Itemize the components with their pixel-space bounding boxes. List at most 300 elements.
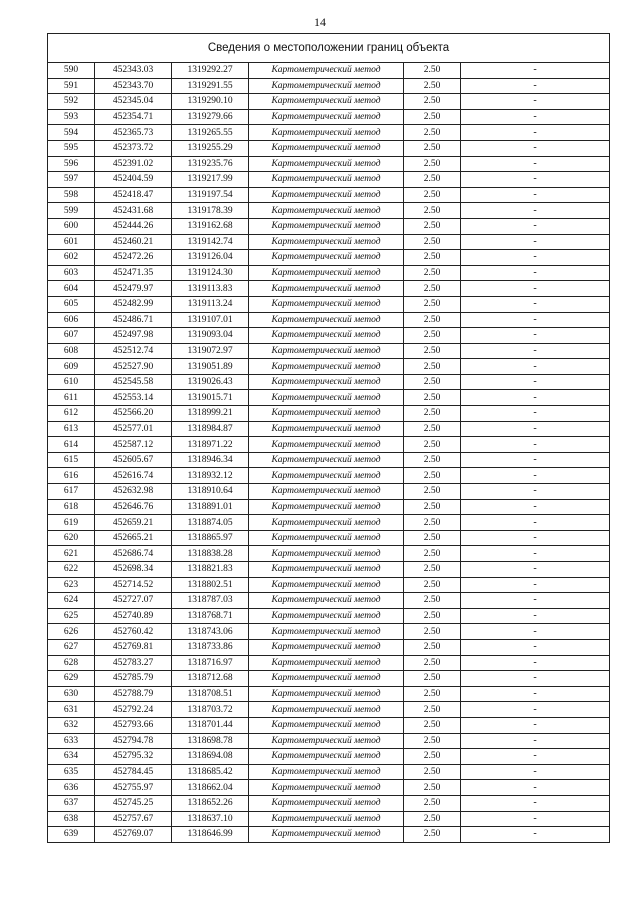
table-row [48,265,610,281]
method-cell: Картометрический метод [249,406,404,422]
method-cell: Картометрический метод [249,530,404,546]
table-row [48,608,610,624]
coordinate-x-cell: 452760.42 [95,624,172,640]
accuracy-cell: 2.50 [404,749,461,765]
coordinate-x-cell: 452745.25 [95,795,172,811]
table-row [48,328,610,344]
table-row [48,639,610,655]
point-number-cell: 594 [48,125,95,141]
point-number-cell: 590 [48,63,95,79]
accuracy-cell: 2.50 [404,811,461,827]
coordinate-y-cell: 1318787.03 [172,593,249,609]
table-header-row [48,34,610,63]
coordinate-x-cell: 452784.45 [95,764,172,780]
note-cell: - [461,296,610,312]
table-row [48,437,610,453]
point-number-cell: 609 [48,359,95,375]
table-row [48,78,610,94]
coordinate-x-cell: 452698.34 [95,562,172,578]
table-row [48,125,610,141]
note-cell: - [461,530,610,546]
coordinate-y-cell: 1319093.04 [172,328,249,344]
accuracy-cell: 2.50 [404,296,461,312]
accuracy-cell: 2.50 [404,452,461,468]
coordinate-y-cell: 1318712.68 [172,671,249,687]
note-cell: - [461,281,610,297]
coordinate-x-cell: 452497.98 [95,328,172,344]
coordinate-x-cell: 452343.70 [95,78,172,94]
accuracy-cell: 2.50 [404,390,461,406]
table-row [48,827,610,843]
accuracy-cell: 2.50 [404,406,461,422]
point-number-cell: 633 [48,733,95,749]
accuracy-cell: 2.50 [404,125,461,141]
accuracy-cell: 2.50 [404,109,461,125]
point-number-cell: 595 [48,140,95,156]
coordinate-y-cell: 1318838.28 [172,546,249,562]
coordinate-y-cell: 1318802.51 [172,577,249,593]
note-cell: - [461,94,610,110]
table-row [48,343,610,359]
coordinate-x-cell: 452545.58 [95,374,172,390]
accuracy-cell: 2.50 [404,577,461,593]
method-cell: Картометрический метод [249,265,404,281]
table-row [48,749,610,765]
method-cell: Картометрический метод [249,484,404,500]
accuracy-cell: 2.50 [404,639,461,655]
note-cell: - [461,250,610,266]
point-number-cell: 598 [48,187,95,203]
coordinate-x-cell: 452343.03 [95,63,172,79]
accuracy-cell: 2.50 [404,328,461,344]
note-cell: - [461,717,610,733]
accuracy-cell: 2.50 [404,624,461,640]
coordinate-x-cell: 452566.20 [95,406,172,422]
method-cell: Картометрический метод [249,374,404,390]
point-number-cell: 610 [48,374,95,390]
point-number-cell: 613 [48,421,95,437]
table-row [48,312,610,328]
coordinate-x-cell: 452486.71 [95,312,172,328]
method-cell: Картометрический метод [249,234,404,250]
accuracy-cell: 2.50 [404,764,461,780]
note-cell: - [461,702,610,718]
coordinate-y-cell: 1318708.51 [172,686,249,702]
coordinate-x-cell: 452345.04 [95,94,172,110]
note-cell: - [461,203,610,219]
method-cell: Картометрический метод [249,593,404,609]
coordinate-y-cell: 1319178.39 [172,203,249,219]
note-cell: - [461,593,610,609]
point-number-cell: 607 [48,328,95,344]
method-cell: Картометрический метод [249,608,404,624]
point-number-cell: 629 [48,671,95,687]
table-row [48,250,610,266]
table-row [48,203,610,219]
method-cell: Картометрический метод [249,577,404,593]
coordinate-y-cell: 1318685.42 [172,764,249,780]
accuracy-cell: 2.50 [404,671,461,687]
accuracy-cell: 2.50 [404,702,461,718]
accuracy-cell: 2.50 [404,608,461,624]
coordinate-x-cell: 452714.52 [95,577,172,593]
coordinate-x-cell: 452431.68 [95,203,172,219]
accuracy-cell: 2.50 [404,218,461,234]
coordinate-y-cell: 1319197.54 [172,187,249,203]
coordinate-y-cell: 1319291.55 [172,78,249,94]
coordinate-x-cell: 452755.97 [95,780,172,796]
coordinate-x-cell: 452740.89 [95,608,172,624]
method-cell: Картометрический метод [249,795,404,811]
coordinate-x-cell: 452553.14 [95,390,172,406]
note-cell: - [461,140,610,156]
note-cell: - [461,764,610,780]
coordinate-y-cell: 1318932.12 [172,468,249,484]
method-cell: Картометрический метод [249,109,404,125]
accuracy-cell: 2.50 [404,733,461,749]
method-cell: Картометрический метод [249,437,404,453]
coordinate-x-cell: 452659.21 [95,515,172,531]
coordinate-x-cell: 452391.02 [95,156,172,172]
point-number-cell: 622 [48,562,95,578]
coordinate-y-cell: 1319015.71 [172,390,249,406]
accuracy-cell: 2.50 [404,250,461,266]
accuracy-cell: 2.50 [404,203,461,219]
coordinate-x-cell: 452482.99 [95,296,172,312]
coordinate-y-cell: 1318821.83 [172,562,249,578]
accuracy-cell: 2.50 [404,374,461,390]
accuracy-cell: 2.50 [404,827,461,843]
table-row [48,515,610,531]
note-cell: - [461,359,610,375]
coordinate-x-cell: 452605.67 [95,452,172,468]
accuracy-cell: 2.50 [404,359,461,375]
coordinate-x-cell: 452479.97 [95,281,172,297]
accuracy-cell: 2.50 [404,717,461,733]
table-row [48,218,610,234]
coordinate-x-cell: 452792.24 [95,702,172,718]
point-number-cell: 621 [48,546,95,562]
point-number-cell: 611 [48,390,95,406]
method-cell: Картометрический метод [249,515,404,531]
coordinate-x-cell: 452373.72 [95,140,172,156]
point-number-cell: 618 [48,499,95,515]
point-number-cell: 635 [48,764,95,780]
coordinate-x-cell: 452785.79 [95,671,172,687]
coordinate-y-cell: 1319265.55 [172,125,249,141]
method-cell: Картометрический метод [249,187,404,203]
table-row [48,655,610,671]
point-number-cell: 592 [48,94,95,110]
method-cell: Картометрический метод [249,125,404,141]
note-cell: - [461,811,610,827]
coordinate-y-cell: 1318652.26 [172,795,249,811]
method-cell: Картометрический метод [249,468,404,484]
point-number-cell: 630 [48,686,95,702]
coordinate-y-cell: 1319051.89 [172,359,249,375]
note-cell: - [461,749,610,765]
note-cell: - [461,515,610,531]
method-cell: Картометрический метод [249,94,404,110]
table-row [48,562,610,578]
accuracy-cell: 2.50 [404,312,461,328]
point-number-cell: 615 [48,452,95,468]
coordinate-y-cell: 1319255.29 [172,140,249,156]
table-row [48,390,610,406]
method-cell: Картометрический метод [249,639,404,655]
method-cell: Картометрический метод [249,452,404,468]
point-number-cell: 634 [48,749,95,765]
note-cell: - [461,218,610,234]
coordinate-x-cell: 452686.74 [95,546,172,562]
note-cell: - [461,577,610,593]
coordinate-x-cell: 452460.21 [95,234,172,250]
coordinate-x-cell: 452769.07 [95,827,172,843]
coordinate-y-cell: 1319142.74 [172,234,249,250]
coordinate-y-cell: 1318891.01 [172,499,249,515]
accuracy-cell: 2.50 [404,265,461,281]
coordinate-y-cell: 1318646.99 [172,827,249,843]
accuracy-cell: 2.50 [404,343,461,359]
method-cell: Картометрический метод [249,63,404,79]
point-number-cell: 639 [48,827,95,843]
method-cell: Картометрический метод [249,250,404,266]
method-cell: Картометрический метод [249,686,404,702]
point-number-cell: 628 [48,655,95,671]
table-row [48,764,610,780]
coordinate-y-cell: 1318984.87 [172,421,249,437]
point-number-cell: 605 [48,296,95,312]
table-row [48,140,610,156]
method-cell: Картометрический метод [249,281,404,297]
table-row [48,109,610,125]
note-cell: - [461,562,610,578]
note-cell: - [461,827,610,843]
table-row [48,281,610,297]
note-cell: - [461,468,610,484]
table-row [48,452,610,468]
method-cell: Картометрический метод [249,546,404,562]
coordinate-y-cell: 1318971.22 [172,437,249,453]
accuracy-cell: 2.50 [404,468,461,484]
table-row [48,484,610,500]
note-cell: - [461,187,610,203]
point-number-cell: 606 [48,312,95,328]
table-row [48,811,610,827]
coordinate-y-cell: 1318910.64 [172,484,249,500]
method-cell: Картометрический метод [249,421,404,437]
note-cell: - [461,546,610,562]
coordinate-y-cell: 1318999.21 [172,406,249,422]
point-number-cell: 604 [48,281,95,297]
point-number-cell: 608 [48,343,95,359]
point-number-cell: 593 [48,109,95,125]
coordinate-y-cell: 1319126.04 [172,250,249,266]
point-number-cell: 617 [48,484,95,500]
note-cell: - [461,499,610,515]
accuracy-cell: 2.50 [404,234,461,250]
method-cell: Картометрический метод [249,749,404,765]
coordinate-x-cell: 452788.79 [95,686,172,702]
coordinate-x-cell: 452587.12 [95,437,172,453]
method-cell: Картометрический метод [249,203,404,219]
accuracy-cell: 2.50 [404,546,461,562]
coordinate-x-cell: 452769.81 [95,639,172,655]
method-cell: Картометрический метод [249,390,404,406]
accuracy-cell: 2.50 [404,562,461,578]
point-number-cell: 603 [48,265,95,281]
table-row [48,733,610,749]
table-row [48,187,610,203]
note-cell: - [461,639,610,655]
method-cell: Картометрический метод [249,671,404,687]
table-row [48,717,610,733]
table-row [48,671,610,687]
note-cell: - [461,452,610,468]
point-number-cell: 623 [48,577,95,593]
table-row [48,780,610,796]
coordinate-y-cell: 1318637.10 [172,811,249,827]
table-row [48,63,610,79]
coordinate-x-cell: 452783.27 [95,655,172,671]
note-cell: - [461,655,610,671]
coordinate-x-cell: 452472.26 [95,250,172,266]
point-number-cell: 624 [48,593,95,609]
point-number-cell: 631 [48,702,95,718]
note-cell: - [461,624,610,640]
point-number-cell: 616 [48,468,95,484]
coordinate-x-cell: 452444.26 [95,218,172,234]
accuracy-cell: 2.50 [404,499,461,515]
accuracy-cell: 2.50 [404,686,461,702]
method-cell: Картометрический метод [249,764,404,780]
accuracy-cell: 2.50 [404,780,461,796]
table-row [48,468,610,484]
coordinate-x-cell: 452354.71 [95,109,172,125]
table-row [48,156,610,172]
method-cell: Картометрический метод [249,312,404,328]
table-row [48,795,610,811]
coordinate-x-cell: 452646.76 [95,499,172,515]
note-cell: - [461,795,610,811]
coordinate-y-cell: 1318694.08 [172,749,249,765]
point-number-cell: 614 [48,437,95,453]
method-cell: Картометрический метод [249,343,404,359]
table-row [48,172,610,188]
method-cell: Картометрический метод [249,78,404,94]
coordinate-y-cell: 1319124.30 [172,265,249,281]
coordinate-x-cell: 452471.35 [95,265,172,281]
coordinate-y-cell: 1318874.05 [172,515,249,531]
note-cell: - [461,172,610,188]
coordinate-x-cell: 452793.66 [95,717,172,733]
method-cell: Картометрический метод [249,359,404,375]
point-number-cell: 638 [48,811,95,827]
note-cell: - [461,671,610,687]
method-cell: Картометрический метод [249,717,404,733]
coordinate-x-cell: 452795.32 [95,749,172,765]
method-cell: Картометрический метод [249,702,404,718]
note-cell: - [461,343,610,359]
table-row [48,374,610,390]
coordinate-y-cell: 1319026.43 [172,374,249,390]
coordinate-y-cell: 1318703.72 [172,702,249,718]
accuracy-cell: 2.50 [404,172,461,188]
method-cell: Картометрический метод [249,655,404,671]
page-number: 14 [314,15,326,29]
point-number-cell: 620 [48,530,95,546]
note-cell: - [461,234,610,250]
table-row [48,546,610,562]
coordinate-x-cell: 452512.74 [95,343,172,359]
method-cell: Картометрический метод [249,562,404,578]
note-cell: - [461,733,610,749]
coordinate-y-cell: 1319290.10 [172,94,249,110]
table-title: Сведения о местоположении границ объекта [48,34,610,63]
note-cell: - [461,780,610,796]
method-cell: Картометрический метод [249,733,404,749]
coordinate-x-cell: 452727.07 [95,593,172,609]
accuracy-cell: 2.50 [404,515,461,531]
method-cell: Картометрический метод [249,156,404,172]
accuracy-cell: 2.50 [404,94,461,110]
coordinate-y-cell: 1319113.83 [172,281,249,297]
method-cell: Картометрический метод [249,624,404,640]
accuracy-cell: 2.50 [404,484,461,500]
point-number-cell: 602 [48,250,95,266]
method-cell: Картометрический метод [249,328,404,344]
note-cell: - [461,437,610,453]
coordinate-x-cell: 452577.01 [95,421,172,437]
accuracy-cell: 2.50 [404,655,461,671]
note-cell: - [461,312,610,328]
coordinate-y-cell: 1319292.27 [172,63,249,79]
method-cell: Картометрический метод [249,499,404,515]
coordinate-x-cell: 452794.78 [95,733,172,749]
table-row [48,499,610,515]
point-number-cell: 627 [48,639,95,655]
accuracy-cell: 2.50 [404,421,461,437]
coordinate-y-cell: 1319279.66 [172,109,249,125]
coordinate-y-cell: 1319217.99 [172,172,249,188]
method-cell: Картометрический метод [249,172,404,188]
note-cell: - [461,390,610,406]
note-cell: - [461,109,610,125]
accuracy-cell: 2.50 [404,78,461,94]
table-row [48,296,610,312]
accuracy-cell: 2.50 [404,187,461,203]
table-row [48,593,610,609]
method-cell: Картометрический метод [249,827,404,843]
coordinate-y-cell: 1318662.04 [172,780,249,796]
method-cell: Картометрический метод [249,218,404,234]
accuracy-cell: 2.50 [404,795,461,811]
point-number-cell: 637 [48,795,95,811]
accuracy-cell: 2.50 [404,437,461,453]
table-row [48,702,610,718]
coordinate-y-cell: 1319162.68 [172,218,249,234]
table-row [48,359,610,375]
note-cell: - [461,328,610,344]
coordinate-y-cell: 1319113.24 [172,296,249,312]
boundary-points-table [47,33,610,843]
coordinate-y-cell: 1318865.97 [172,530,249,546]
point-number-cell: 626 [48,624,95,640]
accuracy-cell: 2.50 [404,156,461,172]
note-cell: - [461,406,610,422]
coordinate-y-cell: 1318701.44 [172,717,249,733]
table-row [48,686,610,702]
